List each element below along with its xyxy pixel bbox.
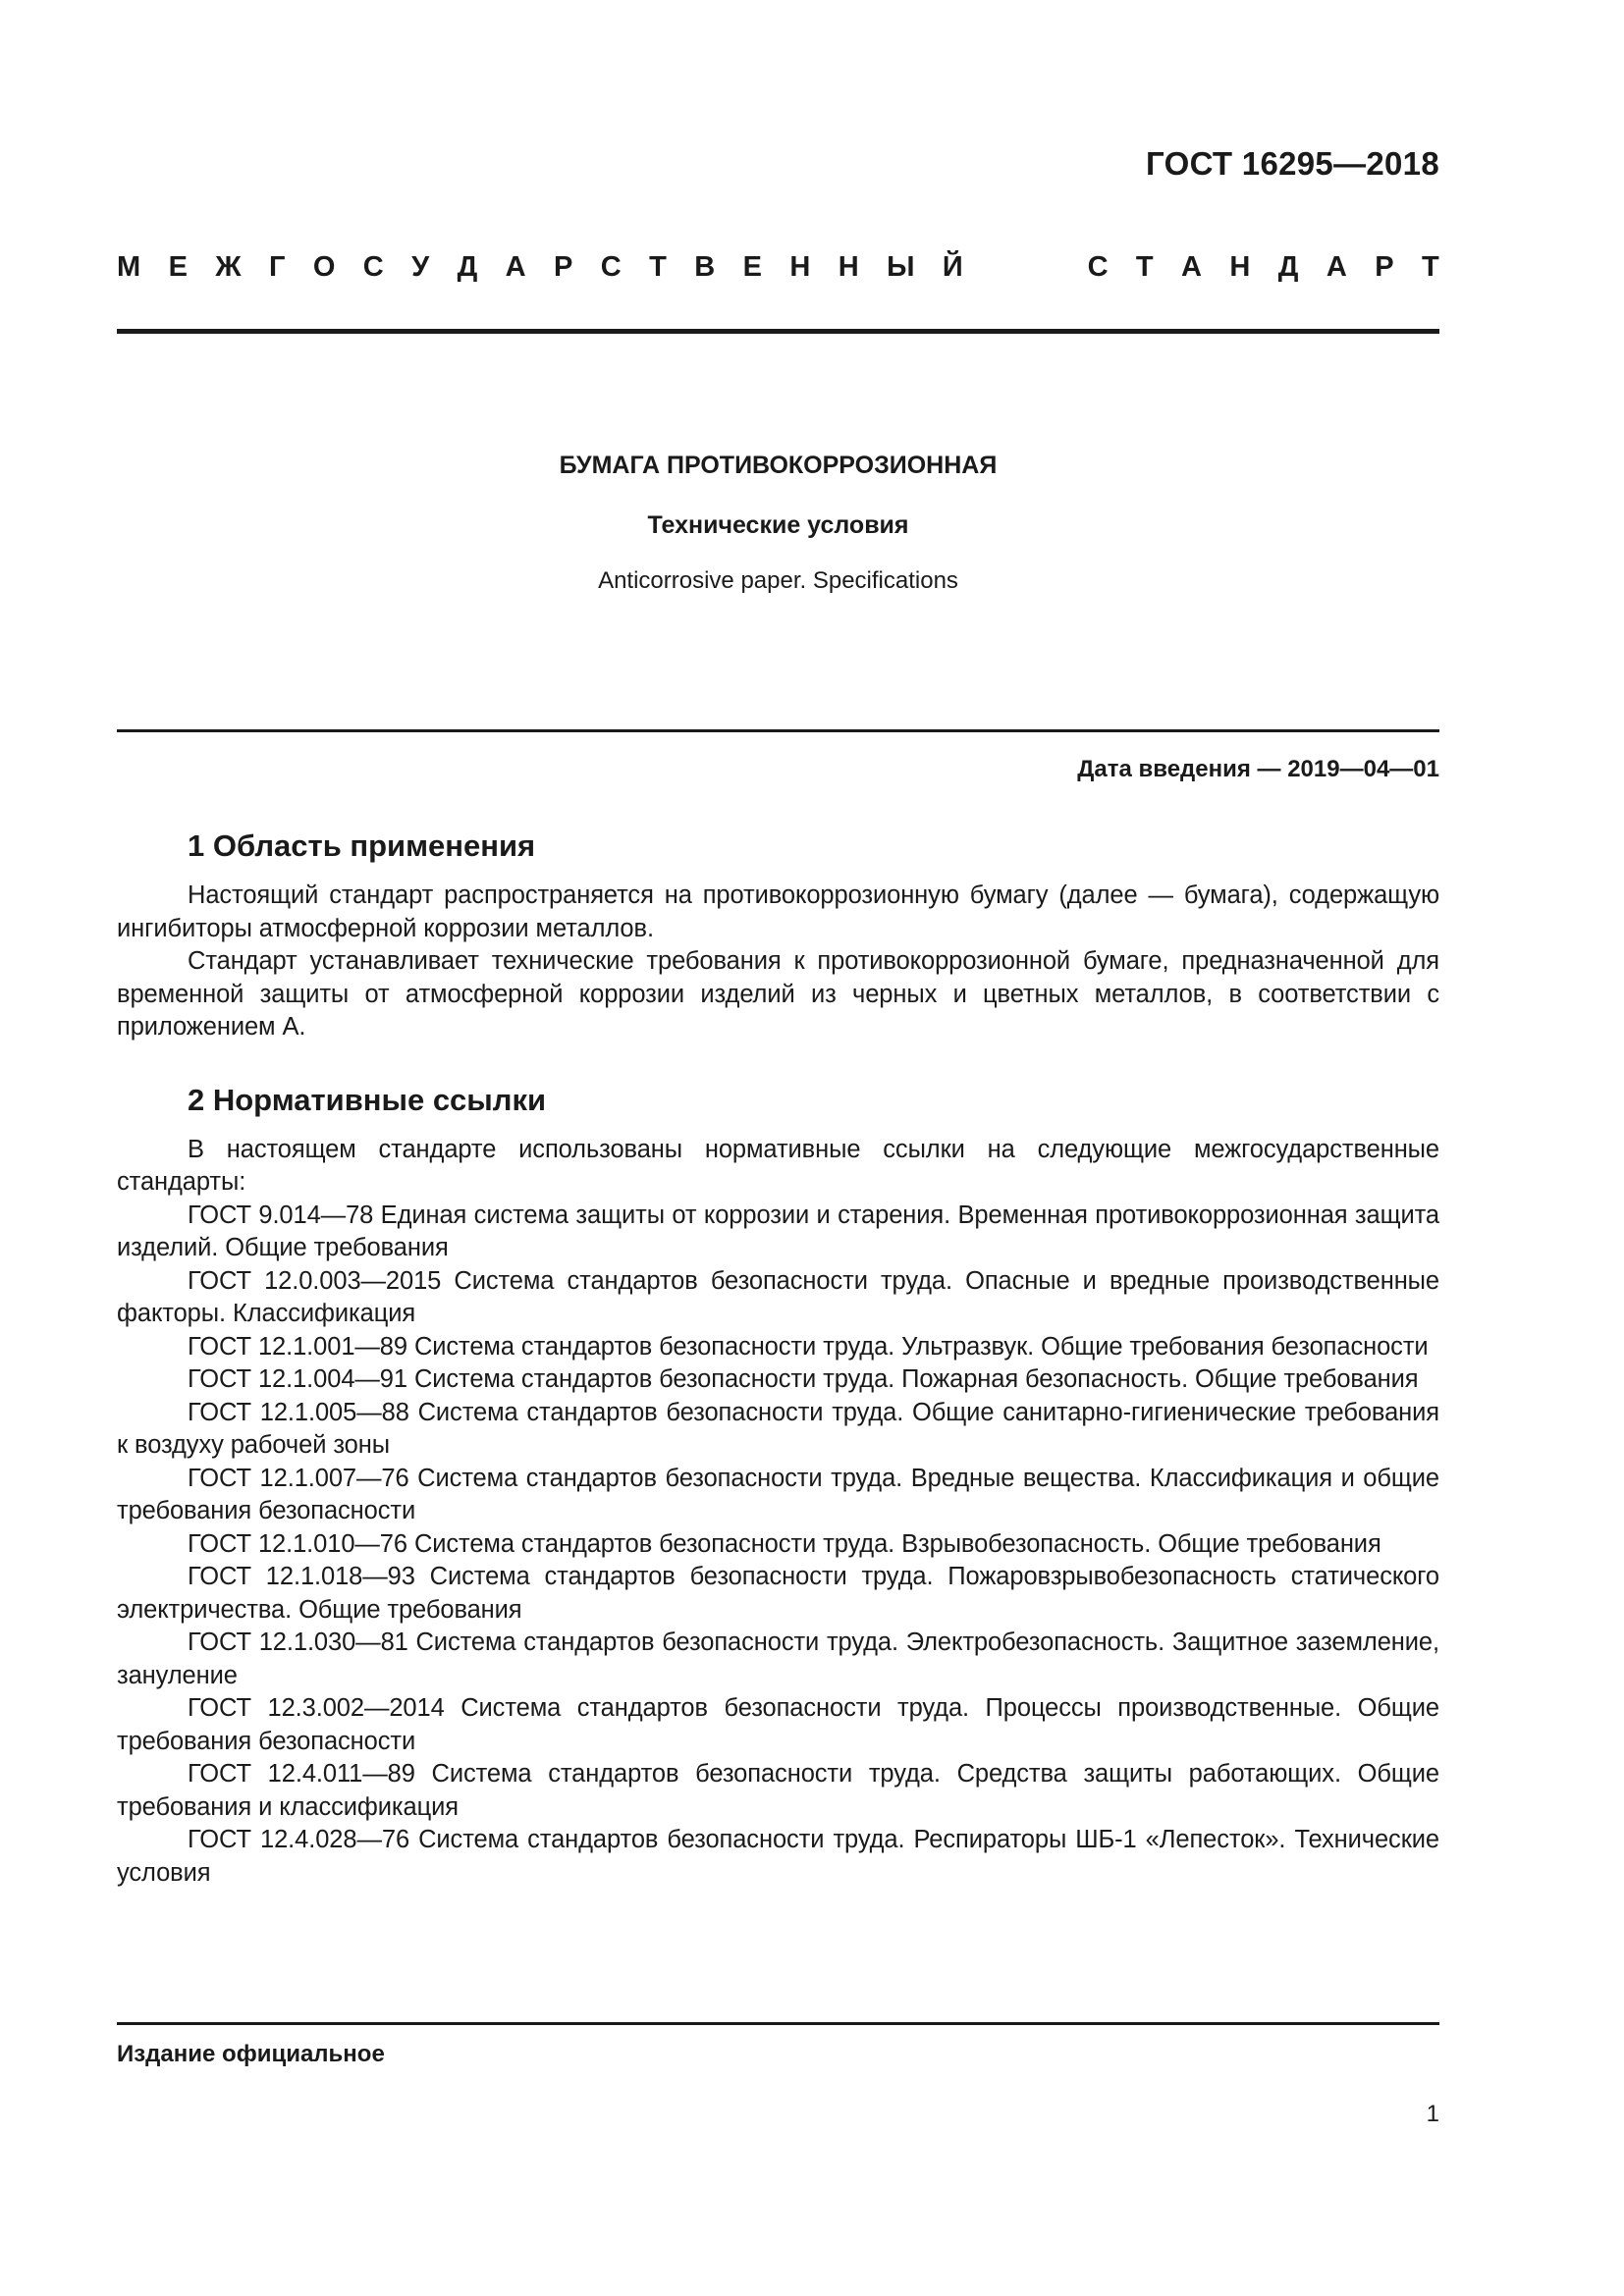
letter: Ы: [887, 251, 915, 283]
letter: А: [1326, 251, 1347, 283]
reference-item: ГОСТ 12.3.002—2014 Система стандартов безопасности труда. Процессы производственные. Общие требования безопасности: [117, 1694, 1439, 1755]
paragraph: Настоящий стандарт распространяется на противокоррозионную бумагу (далее — бумага), содержащую ингибиторы атмосферной коррозии металлов.: [117, 881, 1439, 942]
letter: Е: [168, 251, 188, 283]
letter: Т: [1421, 251, 1439, 283]
reference-item: ГОСТ 12.1.004—91 Система стандартов безопасности труда. Пожарная безопасность. Общие требования: [188, 1365, 1419, 1394]
letter: Й: [942, 251, 963, 283]
letter: О: [312, 251, 336, 283]
letter: Р: [554, 251, 573, 283]
section-heading-scope: 1 Область применения: [188, 828, 536, 863]
reference-item: ГОСТ 12.4.028—76 Система стандартов безопасности труда. Респираторы ШБ-1 «Лепесток». Технические условия: [117, 1826, 1439, 1887]
letter: Е: [742, 251, 762, 283]
reference-item: ГОСТ 12.1.007—76 Система стандартов безопасности труда. Вредные вещества. Классификация и общие требования безопасности: [117, 1464, 1439, 1525]
reference-item: ГОСТ 9.014—78 Единая система защиты от коррозии и старения. Временная противокоррозионная защита изделий. Общие требования: [117, 1201, 1439, 1262]
footer-divider: [117, 2022, 1439, 2025]
letter: Н: [838, 251, 859, 283]
letter: С: [1087, 251, 1109, 283]
reference-item: ГОСТ 12.1.010—76 Система стандартов безопасности труда. Взрывобезопасность. Общие требования: [188, 1529, 1381, 1558]
letter: М: [117, 251, 141, 283]
letter: Н: [789, 251, 811, 283]
letter: С: [600, 251, 622, 283]
english-title: Anticorrosive paper. Specifications: [598, 567, 958, 594]
letter: Т: [1135, 251, 1154, 283]
letter: В: [694, 251, 716, 283]
document-body: [117, 820, 1439, 1890]
letter: Д: [1277, 251, 1299, 283]
letter: Т: [649, 251, 667, 283]
page-number: 1: [1426, 2101, 1439, 2127]
document-title: БУМАГА ПРОТИВОКОРРОЗИОННАЯ: [559, 452, 998, 479]
reference-item: ГОСТ 12.1.030—81 Система стандартов безопасности труда. Электробезопасность. Защитное заземление, зануление: [117, 1629, 1439, 1689]
spacer: [117, 1044, 1439, 1074]
letter: С: [362, 251, 384, 283]
letter: Г: [268, 251, 286, 283]
section-heading-references: 2 Нормативные ссылки: [188, 1082, 547, 1117]
reference-item: ГОСТ 12.4.011—89 Система стандартов безопасности труда. Средства защиты работающих. Общие требования и классификация: [117, 1760, 1439, 1821]
letter: А: [505, 251, 526, 283]
letter: Р: [1375, 251, 1394, 283]
standard-type-heading: [117, 251, 1439, 284]
reference-item: ГОСТ 12.1.001—89 Система стандартов безопасности труда. Ультразвук. Общие требования безопасности: [188, 1332, 1429, 1361]
introduction-date: Дата введения — 2019—04—01: [1077, 756, 1439, 782]
letter: Ж: [215, 251, 242, 283]
reference-item: ГОСТ 12.1.018—93 Система стандартов безопасности труда. Пожаровзрывобезопасность статического электричества. Общие требования: [117, 1563, 1439, 1624]
top-divider: [117, 329, 1439, 334]
letter: Д: [457, 251, 478, 283]
standard-code: ГОСТ 16295—2018: [1146, 145, 1439, 182]
letter: Н: [1229, 251, 1251, 283]
edition-note: Издание официальное: [117, 2041, 385, 2067]
title-divider: [117, 729, 1439, 732]
paragraph: Стандарт устанавливает технические требования к противокоррозионной бумаге, предназначенной для временной защиты от атмосферной коррозии изделий из черных и цветных металлов, в соответствии с приложением А.: [117, 947, 1439, 1041]
letter: У: [411, 251, 430, 283]
reference-item: ГОСТ 12.1.005—88 Система стандартов безопасности труда. Общие санитарно-гигиенические требования к воздуху рабочей зоны: [117, 1398, 1439, 1460]
title-block: [117, 452, 1439, 595]
reference-item: ГОСТ 12.0.003—2015 Система стандартов безопасности труда. Опасные и вредные производственные факторы. Классификация: [117, 1266, 1439, 1328]
letter: А: [1181, 251, 1202, 283]
document-subtitle: Технические условия: [647, 511, 909, 539]
paragraph: В настоящем стандарте использованы нормативные ссылки на следующие межгосударственные стандарты:: [117, 1135, 1439, 1197]
